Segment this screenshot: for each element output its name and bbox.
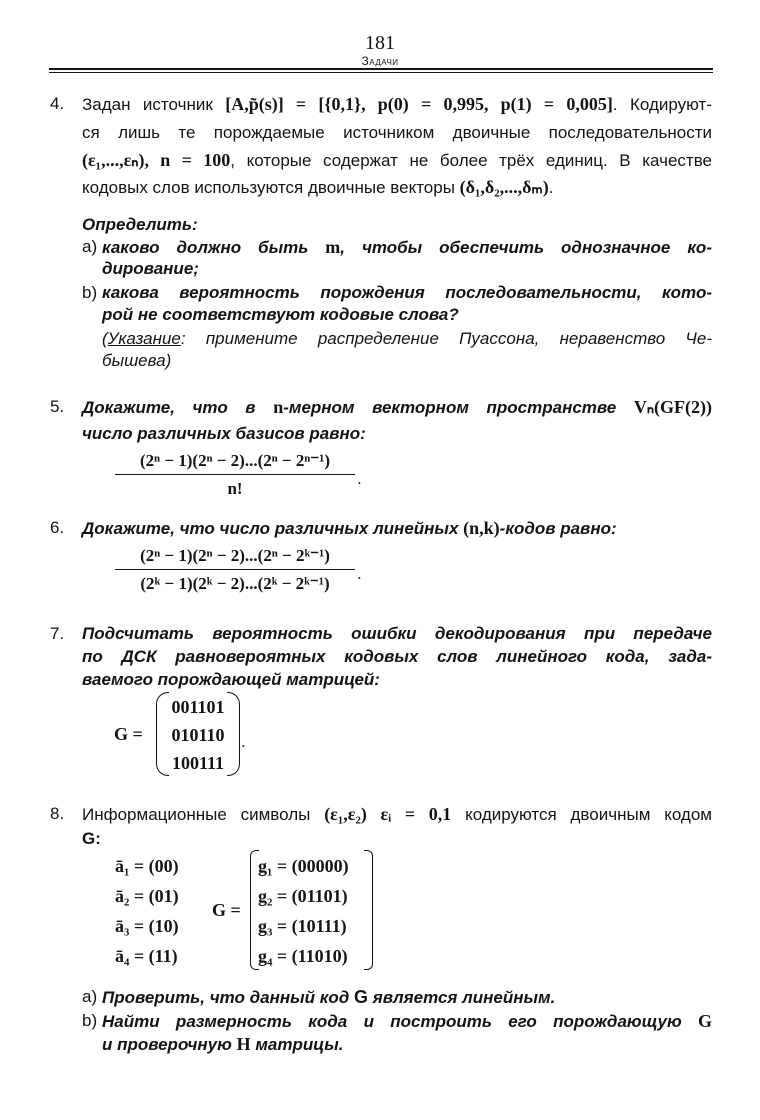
codeword: g₃ = (10111) [258,916,347,936]
problem-5-denominator: n! [227,479,243,498]
problem-4-item-b-line-1: какова вероятность порождения последовательности, кото- [102,283,712,302]
problem-4-determine: Определить: [82,215,198,234]
matrix-row: 001101 [171,697,225,717]
codeword: g₁ = (00000) [258,856,349,876]
running-title: Задачи [361,54,399,68]
problem-4-line-1: Задан источник [A,p̃(s)] = [{0,1}, p(0) = 0,995, p(1) = 0,005]. Кодируют- [82,94,713,114]
problem-4-item-b-label: b) [82,283,98,302]
problem-8-g-label: G = [212,900,241,920]
problem-5-dot: . [357,469,362,488]
problem-8-line-2: G: [82,829,101,848]
problem-6-dot: . [357,564,362,583]
info-symbol: ā₂ = (01) [115,886,179,906]
problem-5-line-2: число различных базисов равно: [82,424,366,443]
matrix-row: 100111 [171,753,224,773]
problem-7-line-2: по ДСК равновероятных кодовых слов линейного кода, зада- [82,647,712,666]
problem-8-line-1: Информационные символы (ε₁,ε₂) εᵢ = 0,1 кодируются двоичным кодом [82,804,712,824]
problem-4-item-a-line-1: каково должно быть m, чтобы обеспечить однозначное ко- [102,237,712,257]
problem-4-number: 4. [50,94,65,113]
problem-5-fraction-bar [115,474,355,475]
problem-4-line-3: (ε₁,...,εₙ), n = 100, которые содержат не более трёх единиц. В качестве [82,150,712,170]
problem-5-number: 5. [50,397,65,416]
problem-6-numerator: (2ⁿ − 1)(2ⁿ − 2)...(2ⁿ − 2ᵏ⁻¹) [140,546,330,565]
problem-8-item-b-line-1: Найти размерность кода и построить его порождающую G [102,1011,712,1031]
problem-4-hint-line-2: бышева) [102,351,172,370]
codeword: g₄ = (11010) [258,946,348,966]
problem-8-number: 8. [50,804,65,823]
problem-7-matrix-right-paren [227,692,240,776]
problem-6-denominator: (2ᵏ − 1)(2ᵏ − 2)...(2ᵏ − 2ᵏ⁻¹) [140,574,330,593]
header-rule-thin [49,72,713,73]
problem-8-item-a-label: а) [82,987,98,1006]
matrix-row: 010110 [171,725,225,745]
problem-4-item-b-line-2: рой не соответствуют кодовые слова? [102,305,459,324]
problem-7-line-1: Подсчитать вероятность ошибки декодирования при передаче [82,624,712,643]
problem-5-line-1: Докажите, что в n-мерном векторном пространстве Vₙ(GF(2)) [82,397,712,417]
problem-6-fraction-bar [115,569,355,570]
header-rule [49,68,713,70]
problem-7-matrix [166,693,230,777]
problem-7-number: 7. [50,624,65,643]
problem-7-dot: . [241,732,246,751]
problem-8-item-b-line-2: и проверочную H матрицы. [102,1034,344,1054]
problem-5-numerator: (2ⁿ − 1)(2ⁿ − 2)...(2ⁿ − 2ⁿ⁻¹) [140,451,330,470]
info-symbol: ā₃ = (10) [115,916,179,936]
problem-6-line-1: Докажите, что число различных линейных (n,k)-кодов равно: [82,518,617,538]
problem-4-item-a-label: а) [82,237,98,256]
info-symbol: ā₄ = (11) [115,946,178,966]
problem-4-hint-line-1: (Указание: примените распределение Пуассона, неравенство Че- [102,329,712,348]
problem-8-right-brace [364,850,373,970]
problem-4-line-4: кодовых слов используются двоичные векторы (δ₁,δ₂,...,δₘ). [82,177,554,197]
problem-8-codeword-list [258,851,349,971]
problem-8-item-a: Проверить, что данный код G является линейным. [102,987,556,1007]
problem-7-line-3: ваемого порождающей матрицей: [82,670,380,689]
problem-6-number: 6. [50,518,65,537]
problem-8-item-b-label: b) [82,1011,98,1030]
page-number: 181 [365,32,395,54]
codeword: g₂ = (01101) [258,886,348,906]
problem-4-item-a-line-2: дирование; [102,259,199,278]
problem-7-g-label: G = [114,724,143,744]
problem-4-line-2: ся лишь те порождаемые источником двоичные последовательности [82,123,712,142]
problem-8-info-list [115,851,179,971]
info-symbol: ā₁ = (00) [115,856,179,876]
